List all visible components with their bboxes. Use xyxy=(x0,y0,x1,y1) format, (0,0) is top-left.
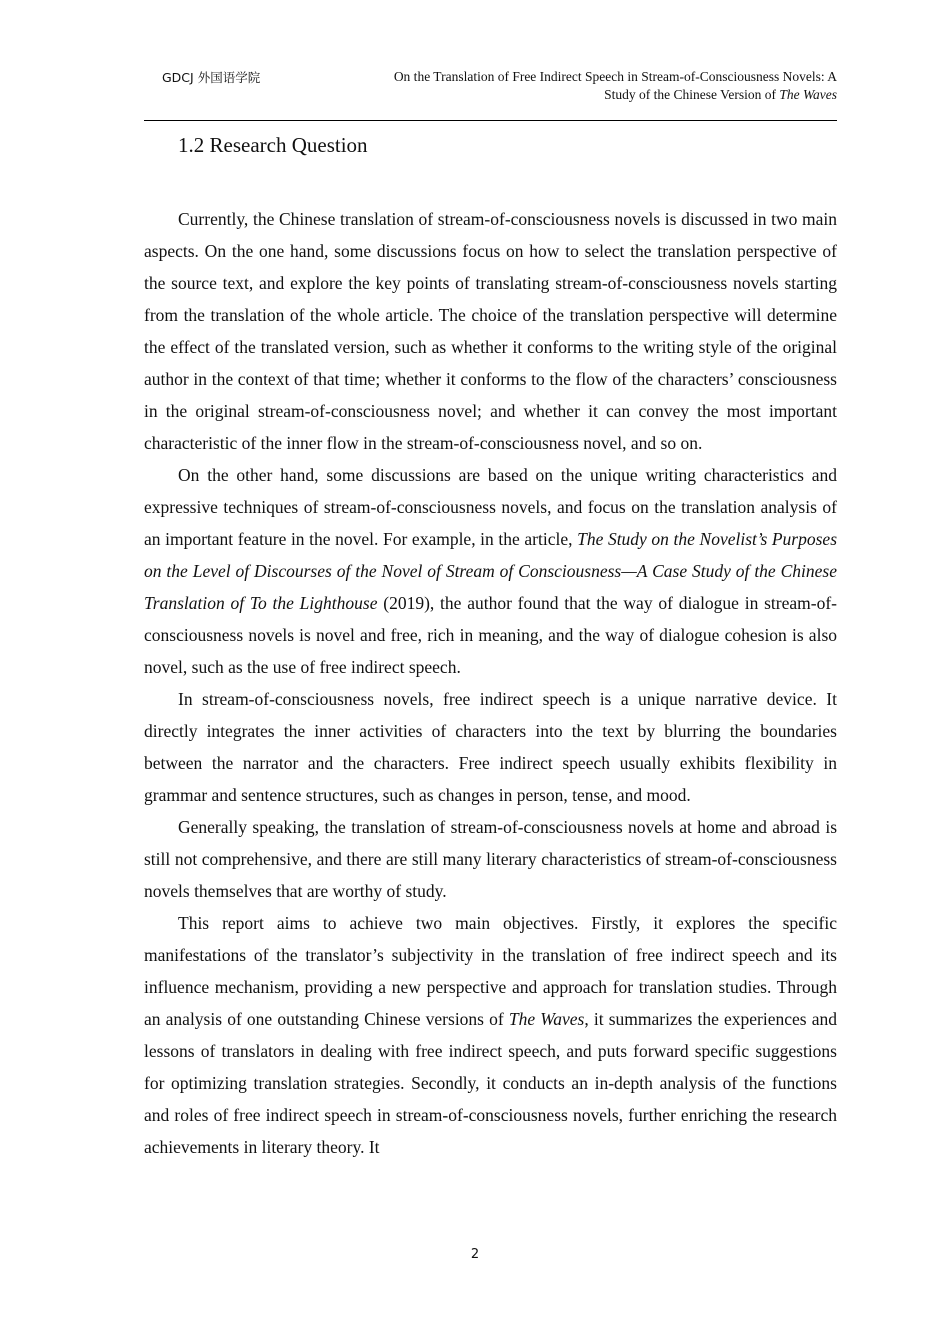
section-heading: 1.2 Research Question xyxy=(178,133,368,157)
paragraph-5-text-b: , it summarizes the experiences and lessons of translators in dealing with free indirect speech, and puts forward specific suggestions for optimizing translation strategies. Secondly, it conducts an in-depth analysis of the functions and roles of free indirect speech in stream-of-consciousness novels, further enriching the research achievements in literary theory. It xyxy=(144,1009,837,1157)
header-institution: GDCJ 外国语学院 xyxy=(162,70,261,85)
header-title-italic: The Waves xyxy=(779,87,837,102)
paragraph-4: Generally speaking, the translation of stream-of-consciousness novels at home and abroad is still not comprehensive, and there are still many literary characteristics of stream-of-consciousness novels themselves that are worthy of study. xyxy=(144,817,837,901)
paragraph-2 xyxy=(144,459,837,683)
paragraph-5-text-a: This report aims to achieve two main objectives. Firstly, it explores the specific manifestations of the translator’s subjectivity in the translation of free indirect speech and its influence mechanism, providing a new perspective and approach for translation studies. Through an analysis of one outstanding Chinese versions of xyxy=(144,913,837,1029)
body-text xyxy=(144,203,837,1163)
header-running-title xyxy=(317,68,837,104)
header-title-line1: On the Translation of Free Indirect Speech in Stream-of-Consciousness Novels: A xyxy=(393,69,837,84)
paragraph-2-text-b: (2019), the author found that the way of dialogue in stream-of-consciousness novels is novel and free, rich in meaning, and the way of dialogue cohesion is also novel, such as the use of free indirect speech. xyxy=(144,593,837,677)
header-title-line2: Study of the Chinese Version of xyxy=(604,87,780,102)
paragraph-2-text-a: On the other hand, some discussions are based on the unique writing characteristics and expressive techniques of stream-of-consciousness novels, and focus on the translation analysis of an important feature in the novel. For example, in the article, xyxy=(144,465,837,549)
header-divider xyxy=(144,120,837,121)
novel-title: The Waves xyxy=(508,1009,585,1029)
paragraph-3: In stream-of-consciousness novels, free indirect speech is a unique narrative device. It directly integrates the inner activities of characters into the text by blurring the boundaries between the narrator and the characters. Free indirect speech usually exhibits flexibility in grammar and sentence structures, such as changes in person, tense, and mood. xyxy=(144,689,837,805)
paragraph-1: Currently, the Chinese translation of stream-of-consciousness novels is discussed in two main aspects. On the one hand, some discussions focus on how to select the translation perspective of the source text, and explore the key points of translating stream-of-consciousness novels starting from the translation of the whole article. The choice of the translation perspective will determine the effect of the translated version, such as whether it conforms to the writing style of the original author in the context of that time; whether it conforms to the flow of the characters’ consciousness in the original stream-of-consciousness novel; and whether it can convey the most important characteristic of the inner flow in the stream-of-consciousness novel, and so on. xyxy=(144,209,837,453)
page-number: 2 xyxy=(470,1247,480,1262)
paragraph-5 xyxy=(144,907,837,1163)
cited-article-title: The Study on the Novelist’s Purposes on the Level of Discourses of the Novel of Stream of Consciousness—A Case Study of the Chinese Translation of To the Lighthouse xyxy=(144,529,838,613)
